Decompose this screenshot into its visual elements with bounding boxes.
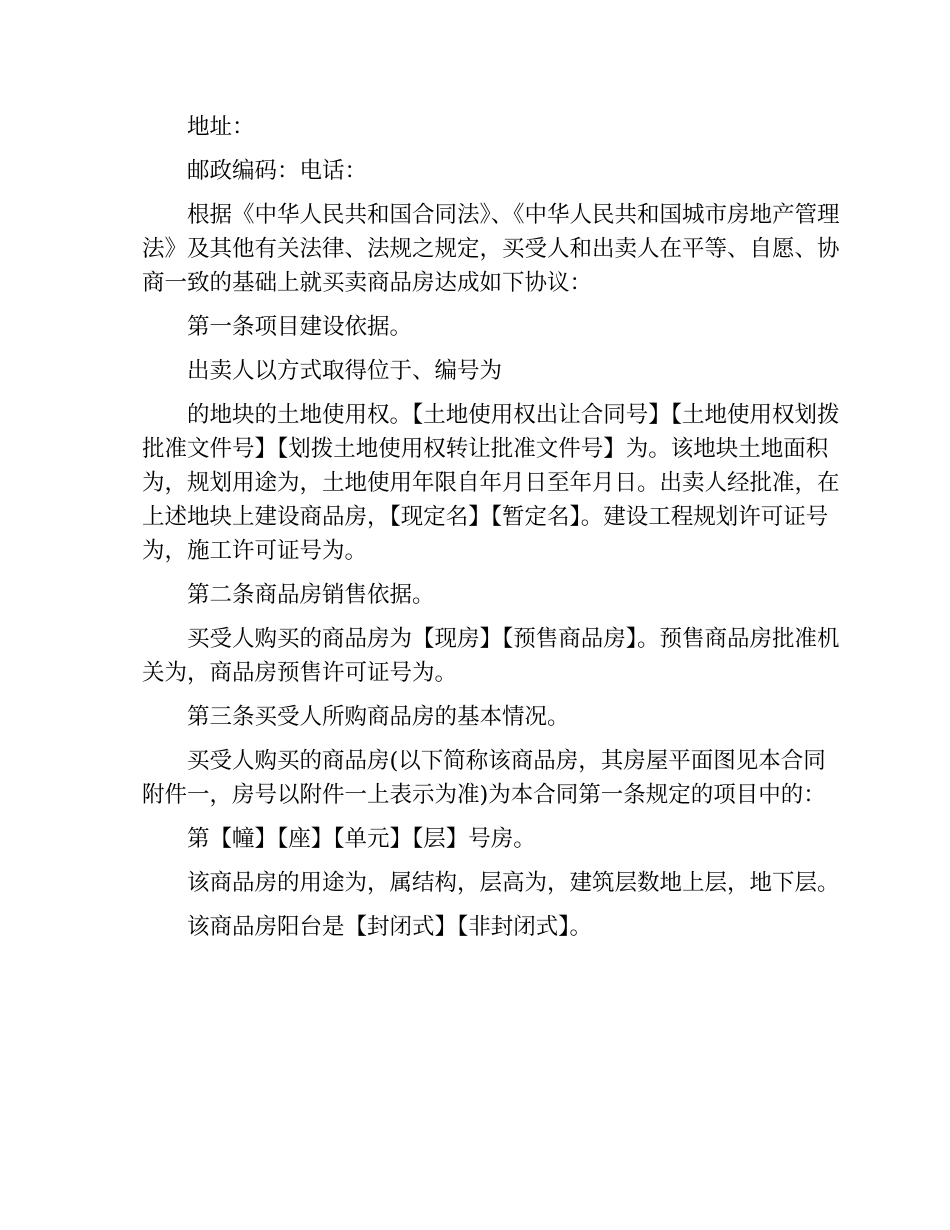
article-1-heading: 第一条项目建设依据。 — [187, 314, 413, 340]
article-3-paragraph-4: 该商品房阳台是【封闭式】【非封闭式】。 — [187, 914, 593, 940]
article-3-paragraph-1: 买受人购买的商品房(以下简称该商品房，其房屋平面图见本合同附件一，房号以附件一上表示为准)为本合同第一条规定的项目中的： — [142, 748, 826, 808]
article-3-paragraph-3: 该商品房的用途为，属结构，层高为，建筑层数地上层，地下层。 — [187, 870, 840, 896]
preamble-paragraph: 根据《中华人民共和国合同法》、《中华人民共和国城市房地产管理法》及其他有关法律、法规之规定，买受人和出卖人在平等、自愿、协商一致的基础上就买卖商品房达成如下协议： — [142, 202, 840, 296]
article-1-paragraph-2: 的地块的土地使用权。【土地使用权出让合同号】【土地使用权划拨批准文件号】【划拨土地使用权转让批准文件号】为。该地块土地面积为，规划用途为，土地使用年限自年月日至年月日。出卖人经批准，在上述地块上建设商品房，【现定名】【暂定名】。建设工程规划许可证号为，施工许可证号为。 — [142, 402, 840, 564]
article-2-paragraph: 买受人购买的商品房为【现房】【预售商品房】。预售商品房批准机关为，商品房预售许可证号为。 — [142, 626, 840, 686]
article-1-paragraph-1: 出卖人以方式取得位于、编号为 — [187, 358, 503, 384]
postal-phone-line: 邮政编码：电话： — [187, 158, 368, 184]
article-3-paragraph-2: 第【幢】【座】【单元】【层】号房。 — [187, 826, 536, 852]
document-body — [142, 110, 842, 954]
address-line: 地址： — [187, 114, 255, 140]
article-3-heading: 第三条买受人所购商品房的基本情况。 — [187, 704, 570, 730]
article-2-heading: 第二条商品房销售依据。 — [187, 582, 435, 608]
